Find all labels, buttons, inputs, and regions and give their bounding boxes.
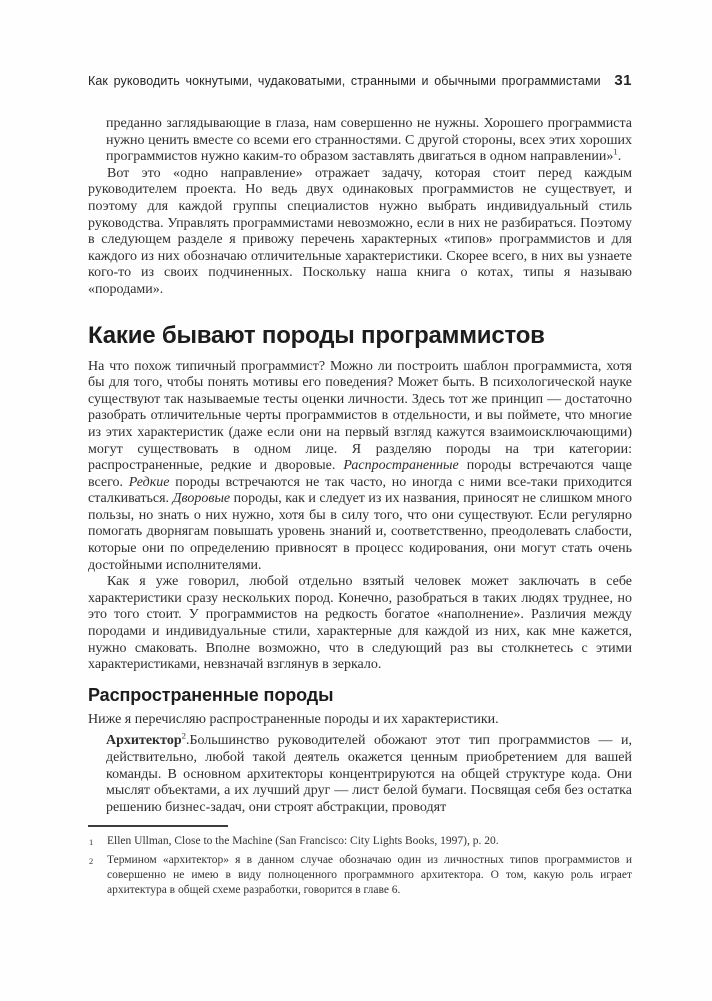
paragraph-common-intro: Ниже я перечисляю распространенные породы и их характеристики.	[88, 711, 499, 727]
running-header	[88, 72, 632, 89]
paragraph-one-direction: Вот это «одно направление» отражает задачу, которая стоит перед каждым руководителем проекта. Но ведь двух одинаковых программистов не существует, и поэтому для каждой группы специалистов нужно выбрать индивидуальный стиль руководства. Управлять программистами невозможно, если в них не разбираться. Поэтому в следующем разделе я привожу перечень характерных «типов» программистов и для каждого из них обозначаю отличительные характеристики. Скорее всего, в них вы узнаете кого-то из своих подчиненных. Поскольку наша книга о котах, типы я называю «породами».	[88, 165, 632, 297]
quote-continuation-paragraph: преданно заглядывающие в глаза, нам совершенно не нужны. Хорошего программиста нужно ценить вместе со всеми его странностями. С другой стороны, всех этих хороших программистов нужно каким-то образом заставлять двигаться в одном направлении»$^1$.	[106, 116, 632, 165]
footnote-2-text: Термином «архитектор» я в данном случае обозначаю один из личностных типов программистов и совершенно не имею в виду полноценного программного архитектора. О том, какую роль играет архитектура в общей схеме разработки, говорится в главе 6.	[107, 854, 632, 897]
subsection-heading-common-breeds: Распространенные породы	[88, 684, 334, 705]
section-heading-breeds: Какие бывают породы программистов	[88, 321, 545, 349]
footnote-2-marker: 2	[89, 856, 94, 867]
paragraph-architect: Архитектор$^2$.Большинство руководителей обожают этот тип программистов — и, действительно, любой такой деятель окажется ценным приобретением для вашей команды. В основном архитекторы концентрируются на общей структуре кода. Они мыслят объектами, а их лучший друг — лист белой бумаги. Посвящая себя без остатка решению бизнес-задач, они строят абстракции, проводят	[106, 730, 632, 815]
page-number: 31	[614, 72, 632, 89]
paragraph-typology: На что похож типичный программист? Можно ли построить шаблон программиста, хотя бы для того, чтобы понять мотивы его поведения? Может быть. В психологической науке существуют так называемые тесты оценки личности. Здесь тот же принцип — достаточно разобрать отличительные черты программистов в отдельности, и вы поймете, что многие из этих характеристик (даже если они на первый взгляд кажутся взаимоисключающими) могут существовать в одном лице. Я разделяю породы на три категории: распространенные, редкие и дворовые. Распространенные породы встречаются чаще всего. Редкие породы встречаются не так часто, но иногда с ними все-таки приходится сталкиваться. Дворовые породы, как и следует из их названия, приносят не слишком много пользы, но знать о них нужно, хотя бы в силу того, что они существуют. Если регулярно помогать дворнягам повышать уровень знаний и, соответственно, преодолевать слабости, которые они по определению привносят в процесс кодирования, они могут стать очень достойными исполнителями.	[88, 358, 633, 573]
footnote-1-text: Ellen Ullman, Close to the Machine (San Francisco: City Lights Books, 1997), p. 20.	[107, 835, 499, 848]
paragraph-multiple-breeds: Как я уже говорил, любой отдельно взятый человек может заключать в себе характеристики сразу нескольких пород. Конечно, разобраться в таких людях труднее, но это того стоит. У программистов на редкость богатое «наполнение». Различия между породами и индивидуальные стили, характерные для каждой из них, как мне кажется, нужно смаковать. Вполне возможно, что в следующий раз вы столкнетесь с этими характеристиками, невзначай взглянув в зеркало.	[88, 574, 632, 673]
footnote-1-marker: 1	[89, 837, 94, 848]
footnote-1	[88, 834, 632, 850]
running-header-title: Как руководить чокнутыми, чудаковатыми, странными и обычными программистами	[88, 74, 601, 88]
footnote-2	[88, 853, 632, 898]
footnote-separator-rule	[88, 825, 228, 827]
footnotes-block	[88, 825, 632, 898]
